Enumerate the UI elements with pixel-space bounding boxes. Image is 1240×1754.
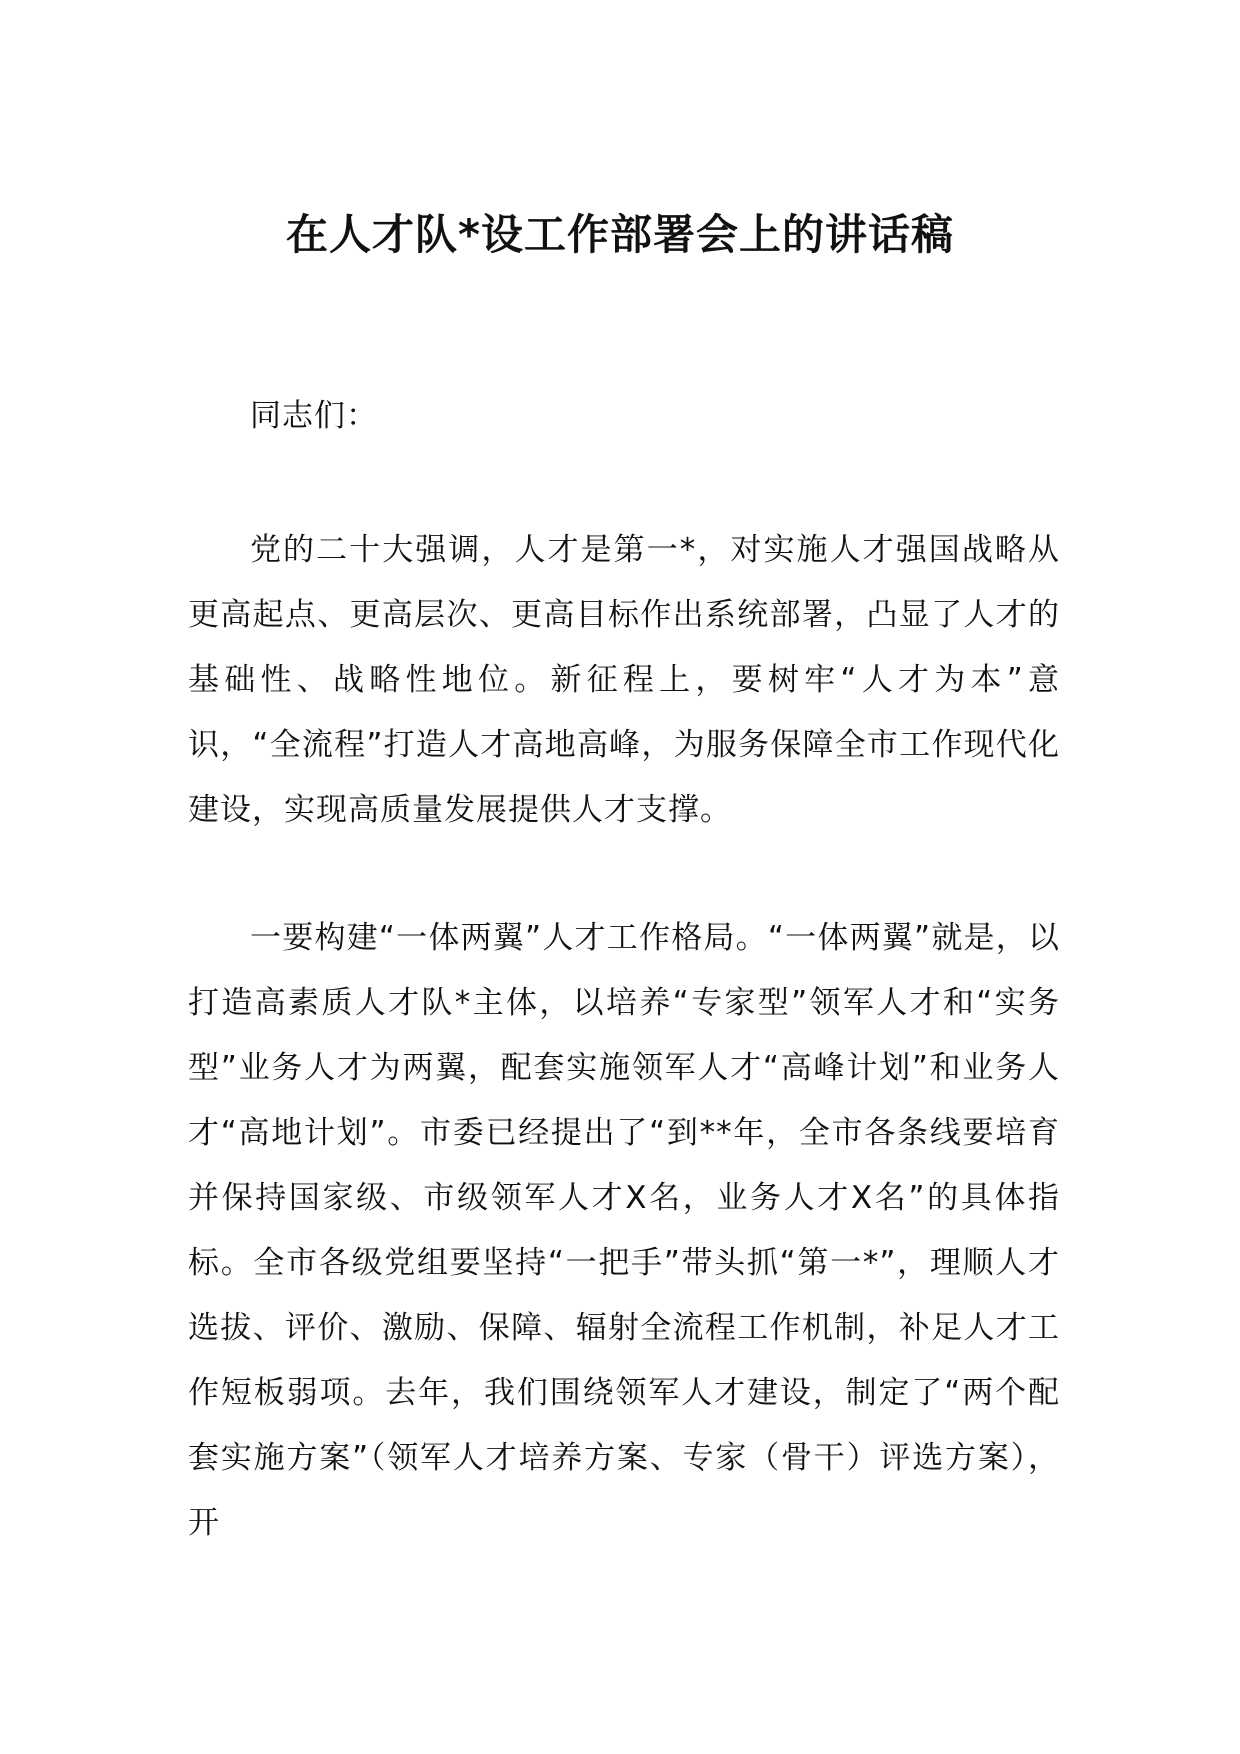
document-title: 在人才队*设工作部署会上的讲话稿 xyxy=(286,210,954,259)
paragraph-1: 党的二十大强调，人才是第一*，对实施人才强国战略从更高起点、更高层次、更高目标作出系统部署，凸显了人才的基础性、战略性地位。新征程上，要树牢“人才为本”意识，“全流程”打造人才高地高峰，为服务保障全市工作现代化建设，实现高质量发展提供人才支撑。 xyxy=(188,532,1060,828)
paragraph-2: 一要构建“一体两翼”人才工作格局。“一体两翼”就是，以打造高素质人才队*主体，以培养“专家型”领军人才和“实务型”业务人才为两翼，配套实施领军人才“高峰计划”和业务人才“高地计划”。市委已经提出了“到**年，全市各条线要培育并保持国家级、市级领军人才X名，业务人才X名”的具体指标。全市各级党组要坚持“一把手”带头抓“第一*”，理顺人才选拔、评价、激励、保障、辐射全流程工作机制，补足人才工作短板弱项。去年，我们围绕领军人才建设，制定了“两个配套实施方案”（领军人才培养方案、专家（骨干）评选方案），开 xyxy=(188,920,1060,1541)
salutation: 同志们： xyxy=(250,398,378,434)
